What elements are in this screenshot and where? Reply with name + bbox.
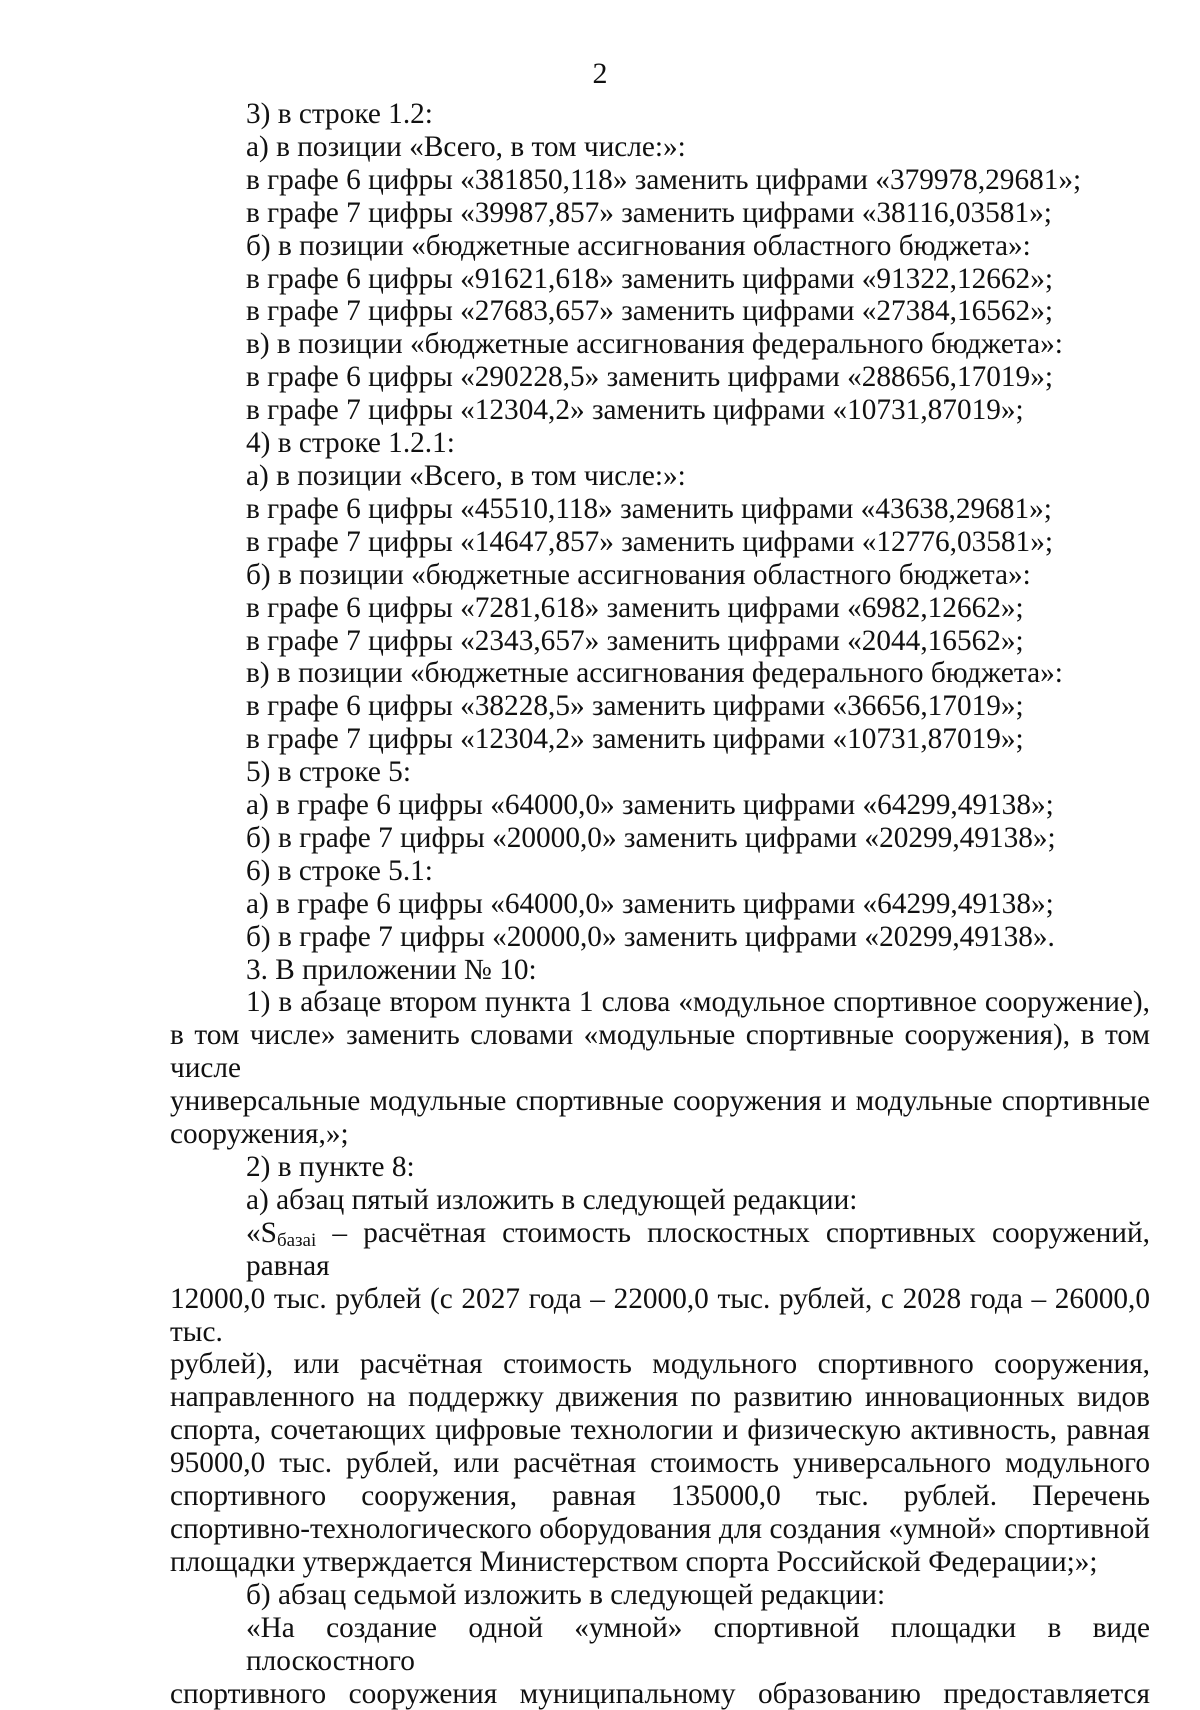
text-line: в графе 6 цифры «381850,118» заменить цифрами «379978,29681»;	[170, 164, 1150, 197]
text-line: «На создание одной «умной» спортивной площадки в виде плоскостного	[170, 1612, 1150, 1678]
text-line: в графе 7 цифры «14647,857» заменить цифрами «12776,03581»;	[170, 526, 1150, 559]
text-line: в графе 7 цифры «2343,657» заменить цифрами «2044,16562»;	[170, 625, 1150, 658]
text-line: 1) в абзаце втором пункта 1 слова «модульное спортивное сооружение),	[170, 986, 1150, 1019]
formula-line	[170, 1217, 1150, 1283]
text-line: в графе 6 цифры «45510,118» заменить цифрами «43638,29681»;	[170, 493, 1150, 526]
text-line: в графе 7 цифры «39987,857» заменить цифрами «38116,03581»;	[170, 197, 1150, 230]
formula-definition: – расчётная стоимость плоскостных спортивных сооружений, равная	[246, 1217, 1150, 1282]
text-line: спортивно-технологического оборудования для создания «умной» спортивной	[170, 1513, 1150, 1546]
text-line: б) в позиции «бюджетные ассигнования областного бюджета»:	[170, 230, 1150, 263]
text-line: в) в позиции «бюджетные ассигнования федерального бюджета»:	[170, 657, 1150, 690]
text-line: в графе 6 цифры «7281,618» заменить цифрами «6982,12662»;	[170, 592, 1150, 625]
formula-prefix: «S	[246, 1217, 277, 1249]
text-line: универсальные модульные спортивные сооружения и модульные спортивные	[170, 1085, 1150, 1118]
text-line: б) абзац седьмой изложить в следующей редакции:	[170, 1579, 1150, 1612]
text-line: б) в графе 7 цифры «20000,0» заменить цифрами «20299,49138».	[170, 921, 1150, 954]
text-line: 5) в строке 5:	[170, 756, 1150, 789]
text-line: а) в графе 6 цифры «64000,0» заменить цифрами «64299,49138»;	[170, 888, 1150, 921]
text-line: 12000,0 тыс. рублей (с 2027 года – 22000,0 тыс. рублей, с 2028 года – 26000,0 тыс.	[170, 1283, 1150, 1349]
text-line: а) в графе 6 цифры «64000,0» заменить цифрами «64299,49138»;	[170, 789, 1150, 822]
text-line: а) в позиции «Всего, в том числе:»:	[170, 131, 1150, 164]
document-body	[170, 98, 1150, 1710]
text-line: направленного на поддержку движения по развитию инновационных видов	[170, 1381, 1150, 1414]
text-line: в графе 7 цифры «27683,657» заменить цифрами «27384,16562»;	[170, 295, 1150, 328]
text-line: а) в позиции «Всего, в том числе:»:	[170, 460, 1150, 493]
text-line: в том числе» заменить словами «модульные спортивные сооружения), в том числе	[170, 1019, 1150, 1085]
text-line: б) в позиции «бюджетные ассигнования областного бюджета»:	[170, 559, 1150, 592]
text-line: 4) в строке 1.2.1:	[170, 427, 1150, 460]
text-line: 6) в строке 5.1:	[170, 855, 1150, 888]
text-line: рублей), или расчётная стоимость модульного спортивного сооружения,	[170, 1348, 1150, 1381]
text-line: в графе 6 цифры «290228,5» заменить цифрами «288656,17019»;	[170, 361, 1150, 394]
text-line: в) в позиции «бюджетные ассигнования федерального бюджета»:	[170, 328, 1150, 361]
text-line: 95000,0 тыс. рублей, или расчётная стоимость универсального модульного	[170, 1447, 1150, 1480]
text-line: площадки утверждается Министерством спорта Российской Федерации;»;	[170, 1546, 1150, 1579]
text-line: в графе 7 цифры «12304,2» заменить цифрами «10731,87019»;	[170, 723, 1150, 756]
text-line: 3) в строке 1.2:	[170, 98, 1150, 131]
formula-subscript: базаі	[277, 1230, 316, 1251]
text-line: спорта, сочетающих цифровые технологии и физическую активность, равная	[170, 1414, 1150, 1447]
text-line: а) абзац пятый изложить в следующей редакции:	[170, 1184, 1150, 1217]
page-number: 2	[0, 56, 1200, 92]
text-line: 2) в пункте 8:	[170, 1151, 1150, 1184]
text-line: спортивного сооружения, равная 135000,0 тыс. рублей. Перечень	[170, 1480, 1150, 1513]
text-line: в графе 6 цифры «38228,5» заменить цифрами «36656,17019»;	[170, 690, 1150, 723]
text-line: спортивного сооружения муниципальному образованию предоставляется	[170, 1678, 1150, 1710]
text-line: сооружения,»;	[170, 1118, 1150, 1151]
text-line: в графе 7 цифры «12304,2» заменить цифрами «10731,87019»;	[170, 394, 1150, 427]
text-line: в графе 6 цифры «91621,618» заменить цифрами «91322,12662»;	[170, 263, 1150, 296]
text-line: б) в графе 7 цифры «20000,0» заменить цифрами «20299,49138»;	[170, 822, 1150, 855]
text-line: 3. В приложении № 10:	[170, 954, 1150, 987]
